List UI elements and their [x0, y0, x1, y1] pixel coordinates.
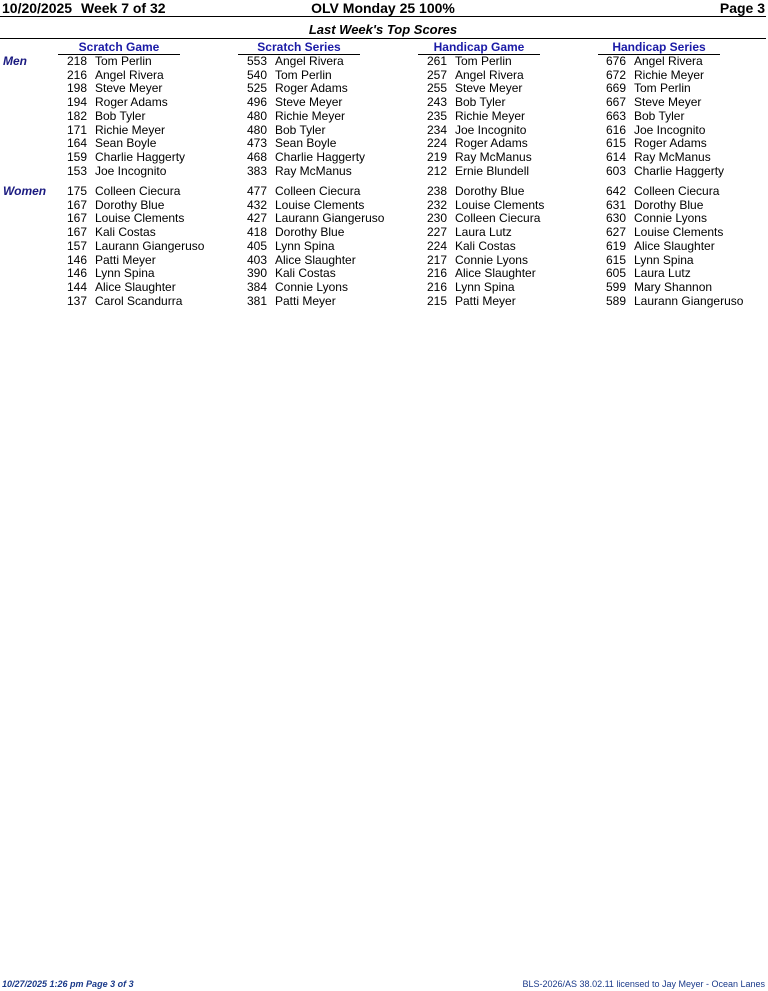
- score-row: [424, 281, 515, 295]
- bowler-name: Alice Slaughter: [455, 266, 536, 281]
- score-value: 599: [605, 279, 626, 294]
- score-row: [603, 226, 723, 240]
- score-value: 224: [426, 136, 447, 151]
- bowler-name: Charlie Haggerty: [95, 149, 186, 164]
- score-value: 224: [426, 238, 447, 253]
- score-value: 157: [66, 238, 87, 253]
- score-row: [244, 295, 336, 309]
- score-row: [64, 185, 180, 199]
- score-value: 390: [246, 266, 267, 281]
- score-row: [603, 165, 724, 179]
- score-value: 216: [426, 279, 447, 294]
- bowler-name: Colleen Ciecura: [275, 184, 361, 198]
- score-row: [424, 124, 526, 138]
- score-row: [244, 110, 345, 124]
- bowler-name: Sean Boyle: [275, 136, 337, 151]
- bowler-name: Roger Adams: [275, 81, 348, 96]
- score-row: [424, 240, 516, 254]
- score-value: 235: [426, 108, 447, 123]
- score-value: 144: [66, 279, 87, 294]
- score-value: 468: [246, 149, 267, 164]
- bowler-name: Patti Meyer: [95, 252, 156, 267]
- score-value: 663: [605, 108, 626, 123]
- bowler-name: Laurann Giangeruso: [95, 238, 205, 253]
- bowler-name: Richie Meyer: [455, 108, 526, 123]
- score-row: [64, 55, 152, 69]
- score-row: [603, 240, 715, 254]
- footer-license: BLS-2026/AS 38.02.11 licensed to Jay Meyer - Ocean Lanes: [522, 979, 765, 989]
- score-row: [244, 96, 342, 110]
- bowler-name: Kali Costas: [95, 225, 156, 240]
- bowler-name: Kali Costas: [275, 266, 336, 281]
- score-value: 146: [66, 266, 87, 281]
- score-value: 230: [426, 211, 447, 226]
- bowler-name: Roger Adams: [95, 95, 168, 110]
- score-value: 164: [66, 136, 87, 151]
- score-row: [603, 185, 719, 199]
- bowler-name: Joe Incognito: [95, 163, 167, 178]
- score-value: 605: [605, 266, 626, 281]
- score-row: [244, 226, 344, 240]
- score-value: 238: [426, 184, 447, 198]
- score-row: [64, 240, 204, 254]
- score-row: [424, 69, 524, 83]
- score-value: 216: [426, 266, 447, 281]
- score-row: [424, 226, 512, 240]
- score-row: [64, 110, 145, 124]
- score-value: 159: [66, 149, 87, 164]
- score-row: [603, 55, 703, 69]
- score-value: 553: [246, 54, 267, 68]
- score-value: 432: [246, 197, 267, 212]
- score-row: [244, 151, 365, 165]
- score-row: [603, 151, 711, 165]
- bowler-name: Bob Tyler: [95, 108, 146, 123]
- score-row: [603, 110, 684, 124]
- bowler-name: Connie Lyons: [455, 252, 528, 267]
- score-row: [64, 137, 156, 151]
- bowler-name: Charlie Haggerty: [634, 163, 725, 178]
- score-value: 384: [246, 279, 267, 294]
- section-label: Men: [3, 54, 27, 68]
- bowler-name: Roger Adams: [455, 136, 528, 151]
- score-value: 194: [66, 95, 87, 110]
- score-row: [603, 281, 712, 295]
- column-header-scratch-game: Scratch Game: [58, 40, 180, 55]
- score-row: [424, 254, 528, 268]
- score-row: [424, 96, 505, 110]
- score-row: [244, 199, 364, 213]
- bowler-name: Ray McManus: [455, 149, 532, 164]
- bowler-name: Alice Slaughter: [95, 279, 176, 294]
- score-value: 615: [605, 136, 626, 151]
- bowler-name: Ray McManus: [634, 149, 711, 164]
- score-value: 403: [246, 252, 267, 267]
- bowler-name: Steve Meyer: [95, 81, 163, 96]
- score-value: 381: [246, 293, 267, 308]
- footer-print-info: 10/27/2025 1:26 pm Page 3 of 3: [2, 979, 134, 989]
- section-label: Women: [3, 184, 47, 198]
- bowler-name: Ray McManus: [275, 163, 352, 178]
- score-value: 480: [246, 122, 267, 137]
- bowler-name: Tom Perlin: [95, 54, 152, 68]
- score-row: [244, 212, 384, 226]
- score-row: [244, 267, 336, 281]
- bowler-name: Richie Meyer: [95, 122, 166, 137]
- score-value: 603: [605, 163, 626, 178]
- bowler-name: Lynn Spina: [634, 252, 694, 267]
- bowler-name: Connie Lyons: [275, 279, 348, 294]
- bowler-name: Angel Rivera: [275, 54, 344, 68]
- score-value: 175: [66, 184, 87, 198]
- bowler-name: Connie Lyons: [634, 211, 707, 226]
- score-row: [64, 165, 166, 179]
- bowler-name: Angel Rivera: [634, 54, 703, 68]
- score-value: 418: [246, 225, 267, 240]
- score-value: 480: [246, 108, 267, 123]
- bowler-name: Bob Tyler: [634, 108, 685, 123]
- bowler-name: Roger Adams: [634, 136, 707, 151]
- score-value: 616: [605, 122, 626, 137]
- score-value: 216: [66, 67, 87, 82]
- score-row: [244, 137, 336, 151]
- score-row: [64, 151, 185, 165]
- page-number: Page 3: [719, 0, 765, 16]
- bowler-name: Dorothy Blue: [634, 197, 704, 212]
- column-header-handicap-series: Handicap Series: [598, 40, 720, 55]
- score-value: 496: [246, 95, 267, 110]
- score-value: 219: [426, 149, 447, 164]
- score-value: 614: [605, 149, 626, 164]
- score-value: 672: [605, 67, 626, 82]
- bowler-name: Laura Lutz: [455, 225, 512, 240]
- report-date: 10/20/2025: [2, 0, 73, 16]
- page-subtitle: Last Week's Top Scores: [308, 22, 458, 37]
- score-value: 215: [426, 293, 447, 308]
- score-row: [424, 137, 528, 151]
- score-row: [603, 82, 691, 96]
- score-row: [424, 212, 540, 226]
- bowler-name: Steve Meyer: [455, 81, 523, 96]
- bowler-name: Alice Slaughter: [634, 238, 715, 253]
- bowler-name: Patti Meyer: [275, 293, 336, 308]
- score-row: [424, 165, 529, 179]
- score-row: [64, 267, 155, 281]
- score-row: [244, 281, 348, 295]
- score-value: 669: [605, 81, 626, 96]
- score-row: [64, 212, 184, 226]
- score-value: 182: [66, 108, 87, 123]
- score-value: 631: [605, 197, 626, 212]
- bowler-name: Tom Perlin: [634, 81, 691, 96]
- column-header-handicap-game: Handicap Game: [418, 40, 540, 55]
- bowler-name: Steve Meyer: [275, 95, 343, 110]
- bowler-name: Sean Boyle: [95, 136, 157, 151]
- bowler-name: Colleen Ciecura: [634, 184, 720, 198]
- score-value: 540: [246, 67, 267, 82]
- bowler-name: Steve Meyer: [634, 95, 702, 110]
- score-value: 667: [605, 95, 626, 110]
- score-value: 146: [66, 252, 87, 267]
- bowler-name: Dorothy Blue: [455, 184, 525, 198]
- bowler-name: Tom Perlin: [455, 54, 512, 68]
- score-row: [244, 185, 360, 199]
- score-row: [603, 254, 694, 268]
- bowler-name: Joe Incognito: [634, 122, 706, 137]
- score-value: 198: [66, 81, 87, 96]
- score-value: 137: [66, 293, 87, 308]
- score-row: [244, 82, 348, 96]
- score-row: [603, 137, 707, 151]
- week-indicator: Week 7 of 32: [81, 0, 166, 16]
- score-value: 167: [66, 225, 87, 240]
- score-row: [64, 226, 156, 240]
- score-row: [244, 165, 352, 179]
- bowler-name: Lynn Spina: [95, 266, 155, 281]
- bowler-name: Louise Clements: [455, 197, 545, 212]
- score-row: [424, 55, 512, 69]
- bowler-name: Alice Slaughter: [275, 252, 356, 267]
- bowler-name: Carol Scandurra: [95, 293, 183, 308]
- score-row: [424, 199, 544, 213]
- bowler-name: Angel Rivera: [455, 67, 524, 82]
- bowler-name: Bob Tyler: [455, 95, 506, 110]
- score-value: 171: [66, 122, 87, 137]
- score-row: [244, 69, 332, 83]
- bowler-name: Tom Perlin: [275, 67, 332, 82]
- bowler-name: Louise Clements: [634, 225, 724, 240]
- score-value: 234: [426, 122, 447, 137]
- score-row: [424, 110, 525, 124]
- score-value: 255: [426, 81, 447, 96]
- score-value: 405: [246, 238, 267, 253]
- bowler-name: Angel Rivera: [95, 67, 164, 82]
- score-row: [424, 151, 532, 165]
- score-row: [603, 295, 743, 309]
- score-row: [64, 281, 176, 295]
- score-value: 615: [605, 252, 626, 267]
- score-row: [64, 124, 165, 138]
- subtitle-rule: [0, 38, 766, 39]
- score-value: 153: [66, 163, 87, 178]
- score-value: 477: [246, 184, 267, 198]
- score-value: 427: [246, 211, 267, 226]
- score-row: [424, 82, 522, 96]
- bowler-name: Joe Incognito: [455, 122, 527, 137]
- score-value: 473: [246, 136, 267, 151]
- score-row: [244, 55, 344, 69]
- bowler-name: Laura Lutz: [634, 266, 691, 281]
- score-value: 167: [66, 211, 87, 226]
- score-value: 676: [605, 54, 626, 68]
- score-value: 261: [426, 54, 447, 68]
- score-row: [603, 199, 703, 213]
- column-header-scratch-series: Scratch Series: [238, 40, 360, 55]
- bowler-name: Colleen Ciecura: [95, 184, 181, 198]
- score-row: [603, 69, 704, 83]
- bowler-name: Dorothy Blue: [95, 197, 165, 212]
- bowler-name: Mary Shannon: [634, 279, 713, 294]
- score-row: [64, 295, 182, 309]
- score-value: 257: [426, 67, 447, 82]
- bowler-name: Lynn Spina: [275, 238, 335, 253]
- bowler-name: Charlie Haggerty: [275, 149, 366, 164]
- score-value: 227: [426, 225, 447, 240]
- score-row: [603, 96, 701, 110]
- bowler-name: Ernie Blundell: [455, 163, 530, 178]
- bowler-name: Bob Tyler: [275, 122, 326, 137]
- bowler-name: Patti Meyer: [455, 293, 516, 308]
- score-row: [424, 295, 516, 309]
- score-value: 212: [426, 163, 447, 178]
- score-value: 243: [426, 95, 447, 110]
- bowler-name: Richie Meyer: [275, 108, 346, 123]
- bowler-name: Laurann Giangeruso: [275, 211, 385, 226]
- score-value: 218: [66, 54, 87, 68]
- score-row: [244, 124, 325, 138]
- bowler-name: Colleen Ciecura: [455, 211, 541, 226]
- score-value: 630: [605, 211, 626, 226]
- score-row: [424, 185, 524, 199]
- score-row: [64, 199, 164, 213]
- bowler-name: Laurann Giangeruso: [634, 293, 744, 308]
- score-row: [64, 69, 164, 83]
- score-row: [244, 240, 335, 254]
- score-row: [603, 124, 705, 138]
- bowler-name: Dorothy Blue: [275, 225, 345, 240]
- bowler-name: Louise Clements: [95, 211, 185, 226]
- score-value: 627: [605, 225, 626, 240]
- bowler-name: Kali Costas: [455, 238, 516, 253]
- score-value: 383: [246, 163, 267, 178]
- score-row: [603, 267, 691, 281]
- score-value: 217: [426, 252, 447, 267]
- score-value: 525: [246, 81, 267, 96]
- score-row: [64, 96, 168, 110]
- score-row: [244, 254, 356, 268]
- score-row: [603, 212, 707, 226]
- header-rule: [0, 16, 766, 17]
- score-value: 619: [605, 238, 626, 253]
- league-name: OLV Monday 25 100%: [311, 0, 455, 16]
- bowler-name: Richie Meyer: [634, 67, 705, 82]
- bowler-name: Lynn Spina: [455, 279, 515, 294]
- score-row: [64, 254, 156, 268]
- score-row: [64, 82, 162, 96]
- score-value: 642: [605, 184, 626, 198]
- score-value: 589: [605, 293, 626, 308]
- score-value: 232: [426, 197, 447, 212]
- bowler-name: Louise Clements: [275, 197, 365, 212]
- score-value: 167: [66, 197, 87, 212]
- score-row: [424, 267, 536, 281]
